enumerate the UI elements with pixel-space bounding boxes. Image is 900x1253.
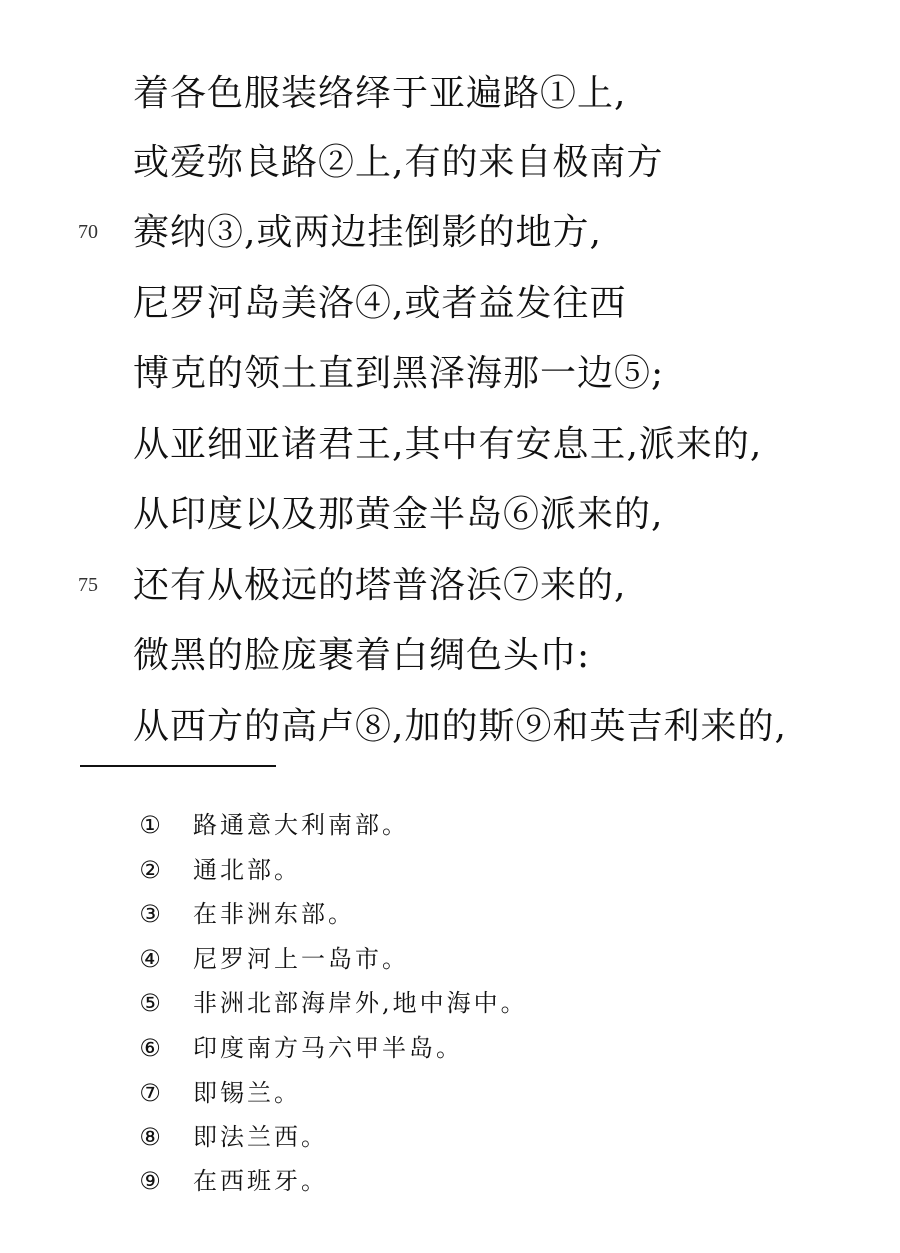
footnote-marker-4: ④ xyxy=(139,945,161,973)
footnote-text-7: 即锡兰。 xyxy=(193,1079,301,1107)
footnote-separator xyxy=(80,765,276,767)
footnote-text-5: 非洲北部海岸外,地中海中。 xyxy=(193,989,528,1017)
verse-line-2: 或爱弥良路②上,有的来自极南方 xyxy=(133,142,664,183)
footnote-marker-7: ⑦ xyxy=(139,1079,161,1107)
footnote-text-4: 尼罗河上一岛市。 xyxy=(193,945,409,973)
footnote-text-9: 在西班牙。 xyxy=(193,1167,328,1195)
verse-line-9: 微黑的脸庞裹着白绸色头巾: xyxy=(133,635,591,676)
verse-line-4: 尼罗河岛美洛④,或者益发往西 xyxy=(133,283,627,324)
verse-line-10: 从西方的高卢⑧,加的斯⑨和英吉利来的, xyxy=(133,706,787,747)
footnote-marker-3: ③ xyxy=(139,900,161,928)
verse-line-1: 着各色服装络绎于亚遍路①上, xyxy=(133,73,627,114)
line-number-75: 75 xyxy=(78,574,98,596)
footnote-text-1: 路通意大利南部。 xyxy=(193,811,409,839)
footnote-marker-2: ② xyxy=(139,856,161,884)
footnote-marker-6: ⑥ xyxy=(139,1034,161,1062)
footnote-marker-8: ⑧ xyxy=(139,1123,161,1151)
verse-line-5: 博克的领土直到黑泽海那一边⑤; xyxy=(133,353,665,394)
footnote-marker-9: ⑨ xyxy=(139,1167,161,1195)
verse-line-3: 赛纳③,或两边挂倒影的地方, xyxy=(133,212,602,253)
line-number-70: 70 xyxy=(78,221,98,243)
footnote-text-3: 在非洲东部。 xyxy=(193,900,355,928)
footnote-text-2: 通北部。 xyxy=(193,856,301,884)
footnote-marker-1: ① xyxy=(139,811,161,839)
footnote-marker-5: ⑤ xyxy=(139,989,161,1017)
verse-line-8: 还有从极远的塔普洛浜⑦来的, xyxy=(133,565,627,606)
footnote-text-6: 印度南方马六甲半岛。 xyxy=(193,1034,463,1062)
verse-line-7: 从印度以及那黄金半岛⑥派来的, xyxy=(133,494,664,535)
verse-line-6: 从亚细亚诸君王,其中有安息王,派来的, xyxy=(133,424,763,465)
footnote-text-8: 即法兰西。 xyxy=(193,1123,328,1151)
